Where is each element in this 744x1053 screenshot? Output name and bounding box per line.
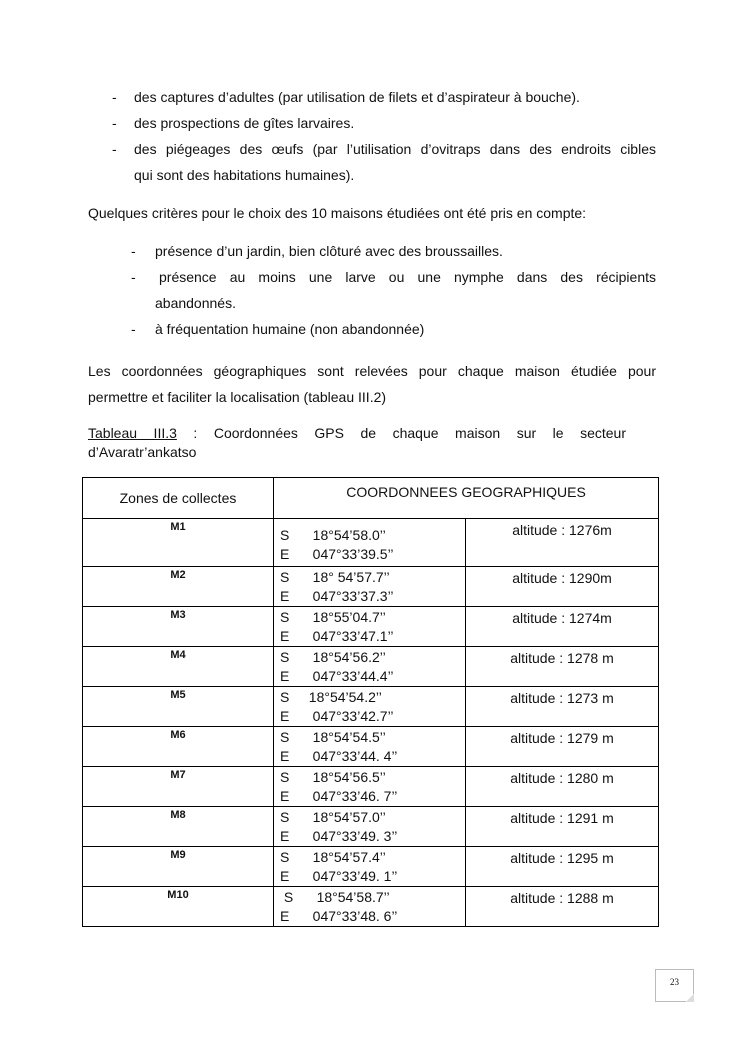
- document-page: - des captures d’adultes (par utilisation de filets et d’aspirateur à bouche). - des prospections de gîtes larvaires. - des piégeages des œufs (par l’utilisation d’ovitraps dans des endroits cibles qui sont des habitations humaines). Quelques critères pour le choix des 10 maisons étudiées ont été pris en compte: - présence d’un jardin, bien clôturé avec des broussailles. - présence au moins une larve ou une nymphe dans des récipients abandonnés. - à fréquentation humaine (non abandonnée) Les coordonnées géographiques sont relevées pour chaque maison étudiée pour permettre et faciliter la localisation (tableau III.2) Tableau III.3 : Coordonnées GPS de chaque maison sur le secteur d’Avaratr’ankatso Zones de collectes COORDONNEES GEOGRAPHIQUES M1 S 18°54’58.0’’ E 047°33’39.5’’ altitude : 1276m M2 S 18° 54’57.7’’ E 047°33’37.3’’ altitude : 1290m M3 S 18°55’04.7’’ E 047°33’47.1’’ altitude : 1274m M4 S 18°54’56.2’’ E 047°33’44.4’’ altitude : 1278 m M5 S 18°54’54.2’’ E 047°33’42.7’’ altitude : 1273 m M6 S 18°54’54.5’’ E 047°33’44. 4’’ altitude : 1279 m M7 S 18°54’56.5’’ E 047°33’46. 7’’ altitude : 1280 m M8 S 18°54’57.0’’ E 047°33’49. 3’’ altitude : 1291 m M9 S 18°54’57.4’’ E 047°33’49. 1’’ altitude : 1295 m M10 S 18°54’58.7’’ E 047°33’48. 6’’ altitude : 1288 m 23: [0, 0, 744, 1053]
- gps-table: [82, 477, 659, 927]
- capture-text: des piégeages des œufs (par l’utilisation d’ovitraps dans des endroits cibles: [134, 141, 656, 157]
- altitude-cell: altitude : 1278 m: [466, 647, 659, 687]
- coordinate-cell: [274, 687, 466, 727]
- longitude-value: E 047°33’42.7’’: [280, 708, 394, 724]
- table-row: [83, 607, 659, 647]
- longitude-value: E 047°33’39.5’’: [280, 546, 394, 562]
- altitude-cell: altitude : 1295 m: [466, 847, 659, 887]
- coordinate-cell: [274, 847, 466, 887]
- latitude-value: S 18°54’54.5’’: [280, 729, 386, 745]
- table-row: [83, 807, 659, 847]
- coordinate-cell: [274, 807, 466, 847]
- latitude-value: S 18°54’56.2’’: [280, 649, 386, 665]
- criteria-text: à fréquentation humaine (non abandonnée): [155, 321, 425, 337]
- altitude-cell: altitude : 1288 m: [466, 887, 659, 927]
- capture-text: des captures d’adultes (par utilisation de filets et d’aspirateur à bouche).: [134, 89, 580, 105]
- altitude-cell: altitude : 1279 m: [466, 727, 659, 767]
- coordinate-cell: [274, 727, 466, 767]
- criteria-text: présence au moins une larve ou une nymphe dans des récipients: [159, 269, 656, 285]
- zone-cell: M2: [83, 567, 274, 607]
- zone-cell: M3: [83, 607, 274, 647]
- latitude-value: S 18°54’57.4’’: [280, 849, 386, 865]
- zone-cell: M8: [83, 807, 274, 847]
- longitude-value: E 047°33’44.4’’: [280, 668, 394, 684]
- zone-cell: M5: [83, 687, 274, 727]
- zone-cell: M1: [83, 519, 274, 567]
- latitude-value: S 18°54’56.5’’: [280, 769, 386, 785]
- zone-cell: M9: [83, 847, 274, 887]
- criteria-intro: Quelques critères pour le choix des 10 maisons étudiées ont été pris en compte:: [88, 205, 587, 221]
- table-row: [83, 567, 659, 607]
- latitude-value: S 18°54’58.0’’: [280, 527, 386, 543]
- latitude-value: S 18°54’57.0’’: [280, 809, 386, 825]
- altitude-cell: altitude : 1291 m: [466, 807, 659, 847]
- table-row: [83, 519, 659, 567]
- criteria-text: présence d’un jardin, bien clôturé avec des broussailles.: [155, 243, 503, 259]
- zone-cell: M4: [83, 647, 274, 687]
- table-header-row: [83, 478, 659, 519]
- longitude-value: E 047°33’46. 7’’: [280, 788, 398, 804]
- zones-header: Zones de collectes: [83, 478, 274, 519]
- zone-cell: M6: [83, 727, 274, 767]
- coordinate-cell: [274, 607, 466, 647]
- table-row: [83, 887, 659, 927]
- coords-paragraph-line: Les coordonnées géographiques sont relevées pour chaque maison étudiée pour: [88, 363, 656, 379]
- longitude-value: E 047°33’49. 3’’: [280, 828, 398, 844]
- longitude-value: E 047°33’37.3’’: [280, 588, 394, 604]
- table-row: [83, 847, 659, 887]
- altitude-cell: altitude : 1274m: [466, 607, 659, 647]
- latitude-value: S 18°55’04.7’’: [280, 609, 386, 625]
- longitude-value: E 047°33’48. 6’’: [280, 908, 398, 924]
- page-number: 23: [655, 969, 694, 1002]
- coords-paragraph-line: permettre et faciliter la localisation (tableau III.2): [88, 389, 387, 405]
- table-caption-text: : Coordonnées GPS de chaque maison sur le secteur: [176, 425, 626, 441]
- latitude-value: S 18° 54’57.7’’: [280, 569, 390, 585]
- altitude-cell: altitude : 1280 m: [466, 767, 659, 807]
- longitude-value: E 047°33’44. 4’’: [280, 748, 398, 764]
- coordinate-cell: [274, 647, 466, 687]
- latitude-value: S 18°54’58.7’’: [280, 889, 390, 905]
- latitude-value: S 18°54’54.2’’: [280, 689, 382, 705]
- table-caption: [88, 424, 626, 443]
- zone-cell: M10: [83, 887, 274, 927]
- altitude-cell: altitude : 1273 m: [466, 687, 659, 727]
- table-row: [83, 767, 659, 807]
- table-caption-continued: d’Avaratr’ankatso: [88, 444, 197, 460]
- altitude-cell: altitude : 1290m: [466, 567, 659, 607]
- criteria-text-continued: abandonnés.: [155, 295, 236, 311]
- table-caption-label: Tableau III.3: [88, 425, 177, 441]
- coordinate-cell: [274, 887, 466, 927]
- table-row: [83, 687, 659, 727]
- longitude-value: E 047°33’49. 1’’: [280, 868, 398, 884]
- coordinate-cell: [274, 519, 466, 567]
- longitude-value: E 047°33’47.1’’: [280, 628, 394, 644]
- coordinates-header: COORDONNEES GEOGRAPHIQUES: [274, 478, 659, 519]
- table-row: [83, 647, 659, 687]
- capture-text-continued: qui sont des habitations humaines).: [134, 167, 355, 183]
- zone-cell: M7: [83, 767, 274, 807]
- coordinate-cell: [274, 767, 466, 807]
- coordinate-cell: [274, 567, 466, 607]
- capture-text: des prospections de gîtes larvaires.: [134, 115, 355, 131]
- altitude-cell: altitude : 1276m: [466, 519, 659, 567]
- table-row: [83, 727, 659, 767]
